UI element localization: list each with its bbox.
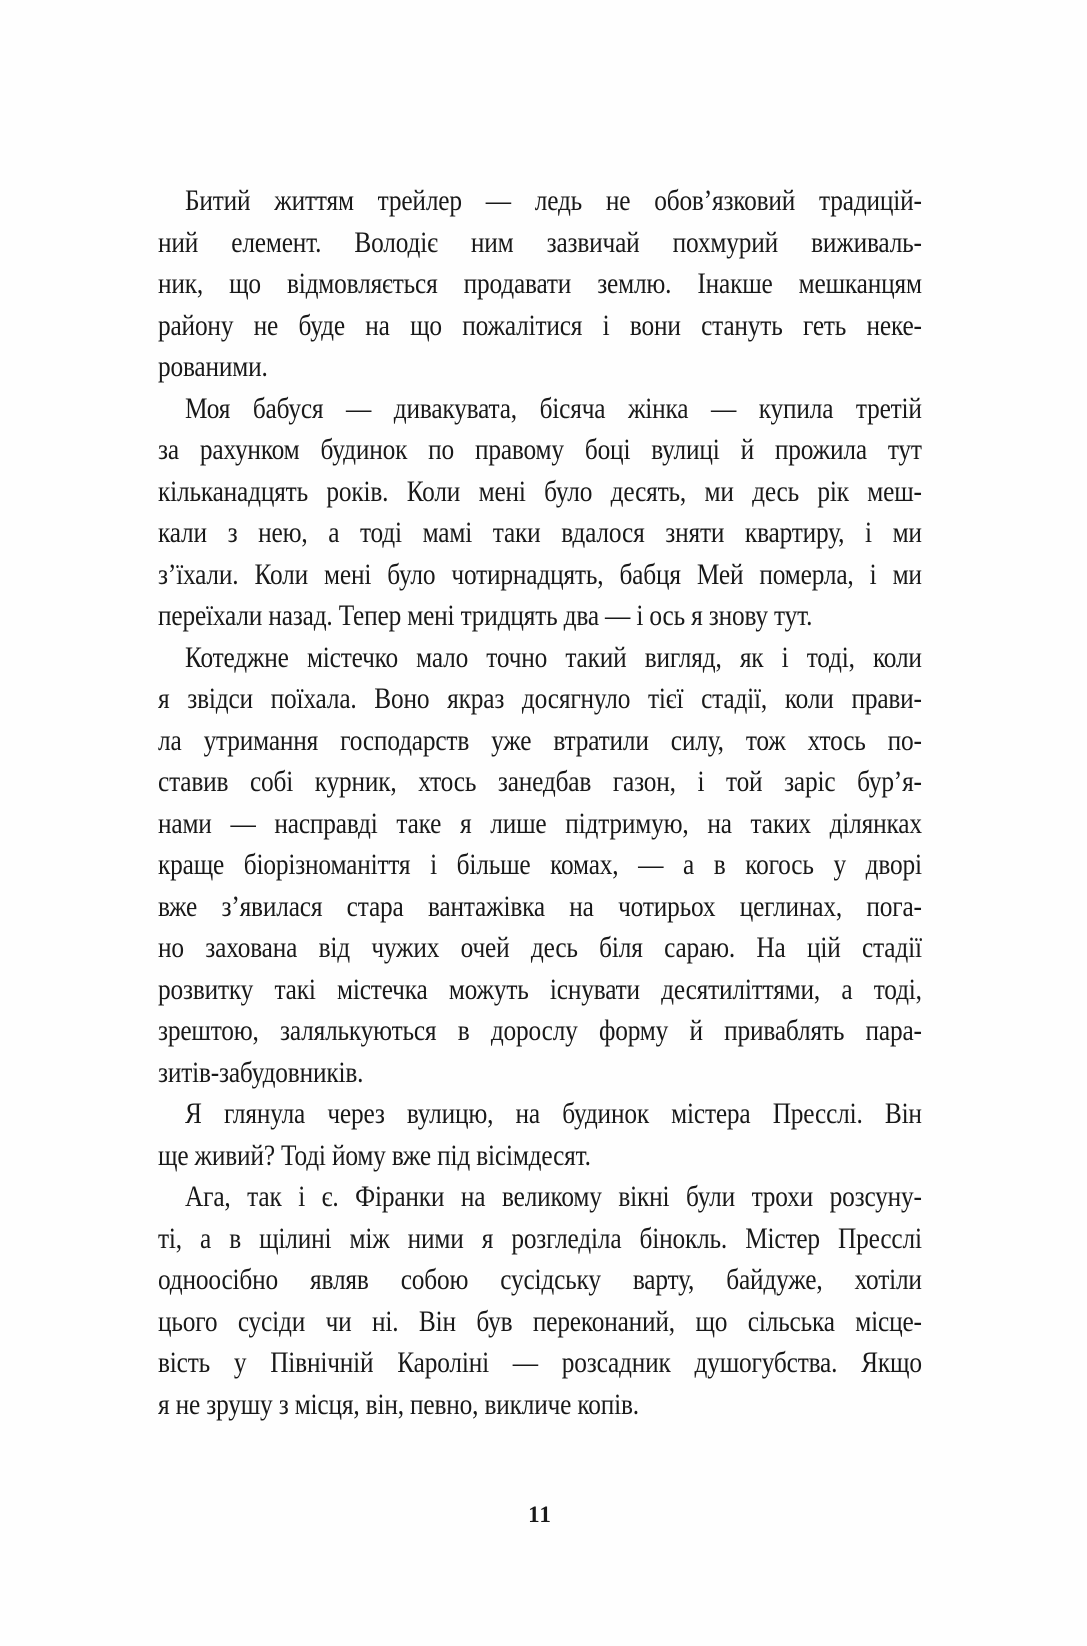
text-line: зитів-забудовників. [158,1055,364,1089]
paragraph [158,388,922,637]
text-line: зрештою, залялькуються в дорослу форму й приваблять пара- [158,1014,922,1047]
text-line: ний елемент. Володіє ним зазвичай похмурий виживаль- [158,225,922,259]
text-line: за рахунком будинок по правому боці вулиці й прожила тут [158,433,922,466]
text-line: Я глянула через вулицю, на будинок містера Пресслі. Він [185,1097,922,1130]
text-line: нами — насправді таке я лише підтримую, на таких ділянках [158,806,922,840]
text-line: району не буде на що пожалітися і вони стануть геть неке- [158,308,922,342]
paragraph [158,1176,922,1425]
text-line: вість у Північній Кароліні — розсадник душогубства. Якщо [158,1346,922,1379]
text-line: но захована від чужих очей десь біля сараю. На цій стадії [158,931,922,964]
paragraph [158,1093,922,1176]
text-line: Моя бабуся — дивакувата, бісяча жінка — купила третій [185,391,922,425]
text-line: ті, а в щілині між ними я розгледіла бінокль. Містер Пресслі [158,1221,922,1255]
text-line: кали з нею, а тоді мамі таки вдалося зняти квартиру, і ми [158,516,922,549]
text-line: переїхали назад. Тепер мені тридцять два — і ось я знову тут. [158,599,813,632]
page-number: 11 [528,1502,552,1527]
text-line: вже з’явилася стара вантажівка на чотирьох цеглинах, пога- [158,889,922,923]
page-text [158,180,922,1425]
text-line: Котеджне містечко мало точно такий вигляд, як і тоді, коли [185,640,922,674]
text-line: Ага, так і є. Фіранки на великому вікні були трохи розсуну- [185,1180,922,1213]
text-line: краще біорізноманіття і більше комах, — а в когось у дворі [158,848,922,881]
text-line: ще живий? Тоді йому вже під вісімдесят. [158,1138,591,1172]
text-line: я не зрушу з місця, він, певно, викличе копів. [158,1387,639,1421]
paragraph [158,180,922,388]
text-line: ник, що відмовляється продавати землю. Інакше мешканцям [158,267,922,300]
text-line: Битий життям трейлер — ледь не обов’язковий традицій- [185,184,922,217]
text-line: рованими. [158,350,268,383]
text-line: цього сусіди чи ні. Він був переконаний, що сільська місце- [158,1304,922,1338]
text-line: розвитку такі містечка можуть існувати десятиліттями, а тоді, [158,972,922,1006]
text-line: з’їхали. Коли мені було чотирнадцять, бабця Мей померла, і ми [158,557,922,591]
text-line: кільканадцять років. Коли мені було десять, ми десь рік меш- [158,474,922,508]
text-line: я звідси поїхала. Воно якраз досягнуло тієї стадії, коли прави- [158,682,922,715]
text-line: одноосібно являв собою сусідську варту, байдуже, хотіли [158,1263,922,1296]
text-line: ла утримання господарств уже втратили силу, тож хтось по- [158,723,922,757]
paragraph [158,637,922,1094]
text-line: ставив собі курник, хтось занедбав газон, і той заріс бур’я- [158,765,922,798]
